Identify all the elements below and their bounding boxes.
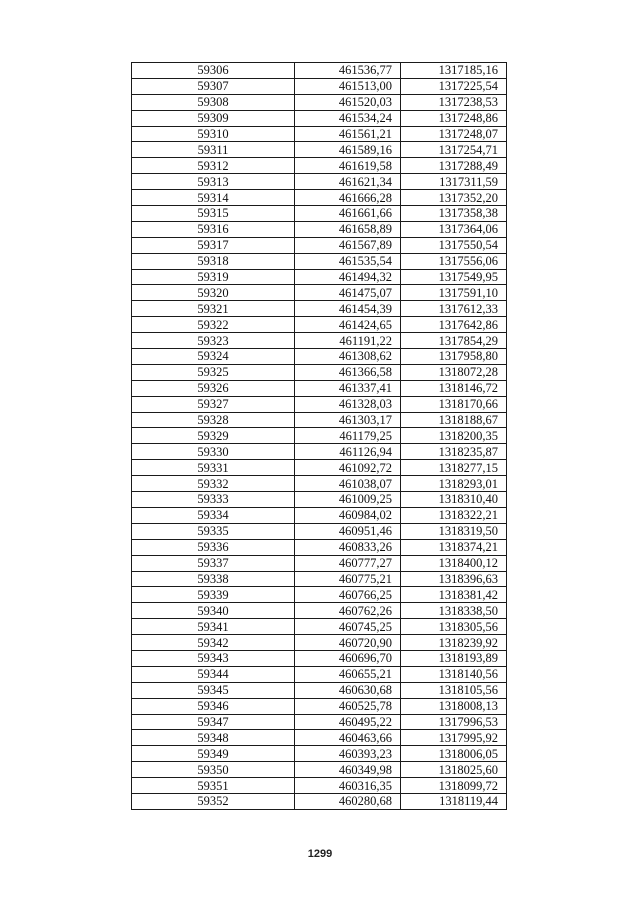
point-id-cell: 59313 — [132, 174, 295, 190]
x-coordinate-cell: 461536,77 — [295, 63, 401, 79]
y-coordinate-cell: 1318099,72 — [401, 778, 507, 794]
point-id-cell: 59322 — [132, 317, 295, 333]
table-row — [132, 317, 507, 333]
y-coordinate-cell: 1318374,21 — [401, 539, 507, 555]
point-id-cell: 59309 — [132, 110, 295, 126]
table-row — [132, 714, 507, 730]
x-coordinate-cell: 461038,07 — [295, 476, 401, 492]
x-coordinate-cell: 460984,02 — [295, 507, 401, 523]
point-id-cell: 59316 — [132, 221, 295, 237]
y-coordinate-cell: 1318200,35 — [401, 428, 507, 444]
y-coordinate-cell: 1317364,06 — [401, 221, 507, 237]
x-coordinate-cell: 461454,39 — [295, 301, 401, 317]
point-id-cell: 59323 — [132, 333, 295, 349]
point-id-cell: 59310 — [132, 126, 295, 142]
y-coordinate-cell: 1318322,21 — [401, 507, 507, 523]
table-row — [132, 190, 507, 206]
point-id-cell: 59346 — [132, 698, 295, 714]
point-id-cell: 59320 — [132, 285, 295, 301]
table-row — [132, 793, 507, 809]
y-coordinate-cell: 1317248,07 — [401, 126, 507, 142]
x-coordinate-cell: 461589,16 — [295, 142, 401, 158]
y-coordinate-cell: 1318305,56 — [401, 619, 507, 635]
table-row — [132, 778, 507, 794]
x-coordinate-cell: 461366,58 — [295, 364, 401, 380]
point-id-cell: 59324 — [132, 349, 295, 365]
table-row — [132, 412, 507, 428]
y-coordinate-cell: 1317996,53 — [401, 714, 507, 730]
point-id-cell: 59330 — [132, 444, 295, 460]
y-coordinate-cell: 1318140,56 — [401, 666, 507, 682]
table-row — [132, 349, 507, 365]
point-id-cell: 59331 — [132, 460, 295, 476]
y-coordinate-cell: 1318193,89 — [401, 650, 507, 666]
point-id-cell: 59337 — [132, 555, 295, 571]
x-coordinate-cell: 461328,03 — [295, 396, 401, 412]
y-coordinate-cell: 1318008,13 — [401, 698, 507, 714]
table-row — [132, 380, 507, 396]
table-row — [132, 492, 507, 508]
x-coordinate-cell: 461567,89 — [295, 237, 401, 253]
y-coordinate-cell: 1318025,60 — [401, 762, 507, 778]
table-row — [132, 174, 507, 190]
table-row — [132, 221, 507, 237]
table-row — [132, 619, 507, 635]
x-coordinate-cell: 461619,58 — [295, 158, 401, 174]
x-coordinate-cell: 461621,34 — [295, 174, 401, 190]
y-coordinate-cell: 1318006,05 — [401, 746, 507, 762]
x-coordinate-cell: 461535,54 — [295, 253, 401, 269]
x-coordinate-cell: 461494,32 — [295, 269, 401, 285]
y-coordinate-cell: 1317556,06 — [401, 253, 507, 269]
x-coordinate-cell: 460630,68 — [295, 682, 401, 698]
y-coordinate-cell: 1317238,53 — [401, 94, 507, 110]
y-coordinate-cell: 1317311,59 — [401, 174, 507, 190]
point-id-cell: 59308 — [132, 94, 295, 110]
table-row — [132, 730, 507, 746]
point-id-cell: 59306 — [132, 63, 295, 79]
table-row — [132, 269, 507, 285]
y-coordinate-cell: 1318235,87 — [401, 444, 507, 460]
y-coordinate-cell: 1318310,40 — [401, 492, 507, 508]
x-coordinate-cell: 461092,72 — [295, 460, 401, 476]
y-coordinate-cell: 1317854,29 — [401, 333, 507, 349]
y-coordinate-cell: 1318146,72 — [401, 380, 507, 396]
table-row — [132, 94, 507, 110]
x-coordinate-cell: 460316,35 — [295, 778, 401, 794]
x-coordinate-cell: 460720,90 — [295, 635, 401, 651]
table-row — [132, 110, 507, 126]
coordinates-table — [131, 62, 507, 810]
y-coordinate-cell: 1318400,12 — [401, 555, 507, 571]
y-coordinate-cell: 1318293,01 — [401, 476, 507, 492]
point-id-cell: 59321 — [132, 301, 295, 317]
table-row — [132, 698, 507, 714]
table-row — [132, 539, 507, 555]
y-coordinate-cell: 1317550,54 — [401, 237, 507, 253]
y-coordinate-cell: 1318170,66 — [401, 396, 507, 412]
x-coordinate-cell: 461009,25 — [295, 492, 401, 508]
y-coordinate-cell: 1317642,86 — [401, 317, 507, 333]
point-id-cell: 59327 — [132, 396, 295, 412]
point-id-cell: 59332 — [132, 476, 295, 492]
point-id-cell: 59326 — [132, 380, 295, 396]
x-coordinate-cell: 461561,21 — [295, 126, 401, 142]
table-row — [132, 762, 507, 778]
point-id-cell: 59347 — [132, 714, 295, 730]
point-id-cell: 59312 — [132, 158, 295, 174]
point-id-cell: 59339 — [132, 587, 295, 603]
point-id-cell: 59334 — [132, 507, 295, 523]
y-coordinate-cell: 1317591,10 — [401, 285, 507, 301]
table-row — [132, 476, 507, 492]
point-id-cell: 59352 — [132, 793, 295, 809]
point-id-cell: 59345 — [132, 682, 295, 698]
x-coordinate-cell: 460655,21 — [295, 666, 401, 682]
y-coordinate-cell: 1318396,63 — [401, 571, 507, 587]
x-coordinate-cell: 460349,98 — [295, 762, 401, 778]
y-coordinate-cell: 1317225,54 — [401, 78, 507, 94]
x-coordinate-cell: 460525,78 — [295, 698, 401, 714]
table-row — [132, 507, 507, 523]
table-row — [132, 364, 507, 380]
point-id-cell: 59333 — [132, 492, 295, 508]
x-coordinate-cell: 460280,68 — [295, 793, 401, 809]
y-coordinate-cell: 1318338,50 — [401, 603, 507, 619]
y-coordinate-cell: 1318072,28 — [401, 364, 507, 380]
x-coordinate-cell: 460766,25 — [295, 587, 401, 603]
table-row — [132, 206, 507, 222]
table-row — [132, 158, 507, 174]
table-row — [132, 603, 507, 619]
point-id-cell: 59338 — [132, 571, 295, 587]
table-row — [132, 301, 507, 317]
y-coordinate-cell: 1318239,92 — [401, 635, 507, 651]
point-id-cell: 59329 — [132, 428, 295, 444]
x-coordinate-cell: 460762,26 — [295, 603, 401, 619]
x-coordinate-cell: 460777,27 — [295, 555, 401, 571]
table-row — [132, 142, 507, 158]
y-coordinate-cell: 1318105,56 — [401, 682, 507, 698]
x-coordinate-cell: 460775,21 — [295, 571, 401, 587]
table-row — [132, 237, 507, 253]
point-id-cell: 59350 — [132, 762, 295, 778]
y-coordinate-cell: 1317995,92 — [401, 730, 507, 746]
x-coordinate-cell: 461666,28 — [295, 190, 401, 206]
table-row — [132, 650, 507, 666]
x-coordinate-cell: 461424,65 — [295, 317, 401, 333]
y-coordinate-cell: 1318319,50 — [401, 523, 507, 539]
y-coordinate-cell: 1317288,49 — [401, 158, 507, 174]
y-coordinate-cell: 1317185,16 — [401, 63, 507, 79]
table-row — [132, 78, 507, 94]
x-coordinate-cell: 460696,70 — [295, 650, 401, 666]
table-row — [132, 428, 507, 444]
point-id-cell: 59349 — [132, 746, 295, 762]
point-id-cell: 59319 — [132, 269, 295, 285]
point-id-cell: 59336 — [132, 539, 295, 555]
table-row — [132, 666, 507, 682]
table-row — [132, 555, 507, 571]
point-id-cell: 59315 — [132, 206, 295, 222]
point-id-cell: 59317 — [132, 237, 295, 253]
x-coordinate-cell: 461661,66 — [295, 206, 401, 222]
point-id-cell: 59343 — [132, 650, 295, 666]
y-coordinate-cell: 1318277,15 — [401, 460, 507, 476]
x-coordinate-cell: 460745,25 — [295, 619, 401, 635]
x-coordinate-cell: 460393,23 — [295, 746, 401, 762]
y-coordinate-cell: 1317254,71 — [401, 142, 507, 158]
table-row — [132, 253, 507, 269]
point-id-cell: 59344 — [132, 666, 295, 682]
y-coordinate-cell: 1318188,67 — [401, 412, 507, 428]
y-coordinate-cell: 1317248,86 — [401, 110, 507, 126]
point-id-cell: 59335 — [132, 523, 295, 539]
table-row — [132, 333, 507, 349]
table-row — [132, 460, 507, 476]
table-row — [132, 444, 507, 460]
x-coordinate-cell: 461179,25 — [295, 428, 401, 444]
x-coordinate-cell: 461475,07 — [295, 285, 401, 301]
table-row — [132, 523, 507, 539]
point-id-cell: 59348 — [132, 730, 295, 746]
x-coordinate-cell: 461191,22 — [295, 333, 401, 349]
x-coordinate-cell: 461520,03 — [295, 94, 401, 110]
table-row — [132, 285, 507, 301]
x-coordinate-cell: 461308,62 — [295, 349, 401, 365]
table-row — [132, 682, 507, 698]
point-id-cell: 59307 — [132, 78, 295, 94]
point-id-cell: 59311 — [132, 142, 295, 158]
point-id-cell: 59318 — [132, 253, 295, 269]
x-coordinate-cell: 460951,46 — [295, 523, 401, 539]
x-coordinate-cell: 461337,41 — [295, 380, 401, 396]
table-row — [132, 746, 507, 762]
page-number: 1299 — [307, 848, 333, 860]
table-row — [132, 396, 507, 412]
x-coordinate-cell: 460495,22 — [295, 714, 401, 730]
point-id-cell: 59351 — [132, 778, 295, 794]
x-coordinate-cell: 461303,17 — [295, 412, 401, 428]
x-coordinate-cell: 461126,94 — [295, 444, 401, 460]
x-coordinate-cell: 461513,00 — [295, 78, 401, 94]
point-id-cell: 59341 — [132, 619, 295, 635]
x-coordinate-cell: 461534,24 — [295, 110, 401, 126]
y-coordinate-cell: 1318119,44 — [401, 793, 507, 809]
table-row — [132, 635, 507, 651]
point-id-cell: 59340 — [132, 603, 295, 619]
table-row — [132, 63, 507, 79]
x-coordinate-cell: 460833,26 — [295, 539, 401, 555]
x-coordinate-cell: 461658,89 — [295, 221, 401, 237]
y-coordinate-cell: 1317358,38 — [401, 206, 507, 222]
point-id-cell: 59328 — [132, 412, 295, 428]
point-id-cell: 59342 — [132, 635, 295, 651]
y-coordinate-cell: 1317549,95 — [401, 269, 507, 285]
point-id-cell: 59325 — [132, 364, 295, 380]
x-coordinate-cell: 460463,66 — [295, 730, 401, 746]
y-coordinate-cell: 1318381,42 — [401, 587, 507, 603]
table-row — [132, 571, 507, 587]
table-row — [132, 587, 507, 603]
coordinates-table-body — [132, 63, 507, 810]
y-coordinate-cell: 1317612,33 — [401, 301, 507, 317]
table-row — [132, 126, 507, 142]
point-id-cell: 59314 — [132, 190, 295, 206]
y-coordinate-cell: 1317958,80 — [401, 349, 507, 365]
y-coordinate-cell: 1317352,20 — [401, 190, 507, 206]
